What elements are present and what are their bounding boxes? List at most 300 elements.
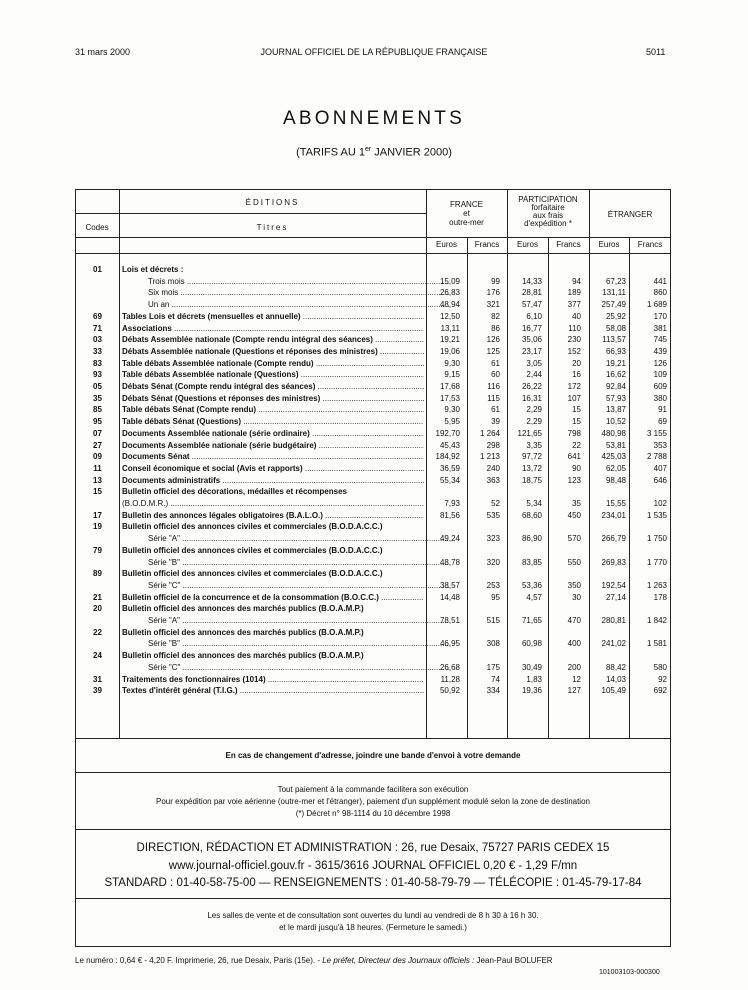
table-row [75, 580, 671, 591]
participation-francs-cell: 107 [567, 393, 581, 403]
table-row [75, 592, 671, 603]
france-francs-cell: 82 [491, 311, 500, 321]
etranger-euros-cell: 25,92 [605, 311, 626, 321]
row-code: 09 [93, 452, 102, 462]
etranger-francs-cell: 692 [653, 686, 667, 696]
participation-francs-cell: 15 [572, 417, 581, 427]
france-francs-cell: 126 [486, 335, 500, 345]
etranger-francs-cell: 92 [658, 674, 667, 684]
etranger-francs-cell: 3 155 [646, 428, 667, 438]
divider [75, 253, 671, 254]
france-francs-cell: 334 [486, 686, 500, 696]
france-euros-cell: 19,06 [439, 346, 460, 356]
change-address-notice: En cas de changement d'adresse, joindre une bande d'envoi à votre demande [225, 751, 521, 760]
editions-header: ÉDITIONS [245, 198, 300, 207]
divider [75, 829, 671, 830]
row-title: Associations ..... [122, 323, 424, 334]
france-euros-cell: 13,11 [440, 323, 460, 333]
france-euros-cell: 38,57 [439, 580, 460, 590]
participation-francs-cell: 200 [567, 662, 581, 672]
france-euros-cell: 12,50 [439, 311, 460, 321]
participation-euros-cell: 121,65 [517, 428, 542, 438]
etranger-euros-cell: 269,83 [601, 557, 626, 567]
row-code: 20 [93, 604, 102, 614]
france-euros-cell: 36,59 [439, 463, 460, 473]
france-francs-cell: 74 [491, 674, 500, 684]
etranger-francs-cell: 439 [653, 346, 667, 356]
france-euros-cell: 11,28 [440, 674, 460, 684]
participation-euros-cell: 16,77 [521, 323, 542, 333]
row-code: 93 [93, 370, 102, 380]
table-row [75, 510, 671, 521]
row-title: Série "A" ..... [122, 615, 450, 626]
france-euros-cell: 48,94 [439, 300, 460, 310]
row-code: 83 [93, 358, 102, 368]
participation-euros-cell: 35,06 [521, 335, 542, 345]
participation-euros-cell: 3,05 [526, 358, 542, 368]
etranger-euros-cell: 15,55 [605, 499, 626, 508]
participation-euros-cell: 97,72 [521, 452, 542, 462]
participation-euros-cell: 23,17 [521, 346, 542, 356]
participation-francs-cell: 450 [567, 510, 581, 520]
participation-francs-cell: 35 [572, 499, 581, 508]
etranger-francs-cell: 2 788 [646, 452, 667, 462]
row-title: Débats Sénat (Questions et réponses des ministres) ..... [122, 393, 424, 404]
etranger-francs-cell: 109 [653, 370, 667, 380]
row-title: Bulletin officiel des annonces civiles et commerciales (B.O.D.A.C.C.) [122, 569, 383, 579]
participation-euros-cell: 14,33 [521, 276, 542, 286]
france-francs-cell: 535 [486, 510, 500, 520]
etranger-francs-cell: 1 689 [646, 300, 667, 310]
row-code: 35 [93, 393, 102, 403]
opening-hours: Les salles de vente et de consultation sont ouvertes du lundi au vendredi de 8 h 30 à 16 h 30. et le mardi jusqu'à 18 heures. (Fermeture le samedi.) [207, 911, 539, 932]
france-francs-cell: 115 [487, 393, 500, 403]
etranger-header: ÉTRANGER [607, 210, 653, 219]
etranger-francs-cell: 91 [658, 405, 667, 415]
row-title: Six mois ..... [122, 287, 450, 298]
participation-francs-cell: 400 [567, 639, 581, 649]
participation-euros-cell: 2,44 [526, 370, 542, 380]
france-euros-cell: 17,53 [439, 393, 460, 403]
row-code: 05 [93, 382, 102, 391]
participation-euros-cell: 53,36 [521, 580, 542, 590]
etranger-euros-cell: 131,11 [602, 288, 626, 298]
france-francs-cell: 61 [491, 405, 500, 415]
france-euros-cell: 9,30 [444, 405, 460, 415]
participation-francs-cell: 377 [567, 300, 581, 310]
table-row [75, 557, 671, 568]
participation-header: PARTICIPATION forfaitaire aux frais d'expédition * [518, 195, 578, 228]
row-code: 95 [93, 417, 102, 427]
france-euros-cell: 46,95 [439, 639, 460, 649]
website-minitel: www.journal-officiel.gouv.fr - 3615/3616 JOURNAL OFFICIEL 0,20 € - 1,29 F/mn [168, 860, 578, 872]
row-code: 85 [93, 405, 102, 415]
etranger-euros-cell: 105,49 [601, 686, 626, 696]
participation-francs-cell: 172 [567, 382, 581, 391]
etranger-euros-cell: 257,49 [601, 300, 626, 310]
etranger-francs-cell: 381 [653, 323, 667, 333]
etranger-francs-cell: 170 [653, 311, 667, 321]
france-francs-cell: 1 213 [479, 452, 500, 462]
row-title: Table débats Assemblée nationale (Compte rendu) ..... [122, 358, 424, 369]
france-euros-cell: 19,21 [439, 335, 460, 345]
table-row [75, 416, 671, 427]
etranger-francs-cell: 580 [653, 662, 667, 672]
etranger-euros-cell: 266,79 [601, 534, 626, 544]
francs-label: Francs [637, 240, 663, 249]
table-row [75, 287, 671, 298]
participation-euros-cell: 2,29 [526, 417, 542, 427]
participation-francs-cell: 189 [567, 288, 581, 298]
table-row [75, 346, 671, 357]
participation-francs-cell: 20 [572, 358, 581, 368]
etranger-francs-cell: 353 [653, 440, 667, 450]
etranger-euros-cell: 88,42 [605, 662, 626, 672]
row-code: 22 [93, 627, 102, 637]
table-row [75, 440, 671, 451]
participation-francs-cell: 15 [572, 405, 581, 415]
row-title: Lois et décrets : [122, 265, 184, 274]
euros-label: Euros [598, 240, 620, 249]
france-francs-cell: 240 [486, 463, 500, 473]
row-code: 71 [93, 323, 102, 333]
etranger-euros-cell: 27,14 [605, 592, 626, 602]
participation-euros-cell: 86,90 [521, 534, 542, 544]
table-row [75, 568, 671, 579]
france-francs-cell: 1 264 [479, 428, 500, 438]
table-row [75, 369, 671, 380]
france-francs-cell: 52 [491, 499, 500, 508]
france-francs-cell: 116 [487, 382, 500, 391]
etranger-francs-cell: 126 [653, 358, 667, 368]
france-euros-cell: 9,15 [444, 370, 460, 380]
france-euros-cell: 26,83 [439, 288, 460, 298]
etranger-euros-cell: 192,54 [601, 580, 626, 590]
table-row [75, 685, 671, 696]
divider [75, 213, 426, 214]
table-row [75, 521, 671, 532]
etranger-euros-cell: 98,48 [605, 475, 626, 485]
table-row [75, 463, 671, 474]
participation-euros-cell: 16,31 [521, 393, 542, 403]
etranger-euros-cell: 16,62 [605, 370, 626, 380]
france-francs-cell: 95 [491, 592, 500, 602]
table-row [75, 358, 671, 369]
participation-francs-cell: 90 [572, 463, 581, 473]
row-title: Traitements des fonctionnaires (1014) ..... [122, 674, 424, 685]
table-row [75, 498, 671, 509]
etranger-francs-cell: 69 [658, 417, 667, 427]
footer-reference: 101003103-000300 [599, 969, 660, 976]
table-row [75, 603, 671, 614]
row-title: Série "B" ..... [122, 557, 450, 568]
row-title: Série "A" ..... [122, 533, 450, 544]
etranger-francs-cell: 441 [653, 276, 667, 286]
row-code: 11 [93, 463, 102, 473]
row-title: Série "C" ..... [122, 580, 450, 591]
table-row [75, 404, 671, 415]
table-row [75, 334, 671, 345]
row-title: Trois mois ..... [122, 276, 450, 287]
france-francs-cell: 253 [486, 580, 500, 590]
participation-euros-cell: 26,22 [521, 382, 542, 391]
france-euros-cell: 81,56 [439, 510, 460, 520]
row-code: 27 [93, 440, 102, 450]
row-code: 01 [93, 265, 102, 274]
row-title: Conseil économique et social (Avis et rapports) ..... [122, 463, 424, 474]
france-euros-cell: 7,93 [444, 499, 460, 508]
participation-euros-cell: 71,65 [521, 616, 542, 625]
participation-francs-cell: 230 [567, 335, 581, 345]
row-title: Un an ..... [122, 299, 450, 310]
etranger-francs-cell: 1 770 [646, 557, 667, 567]
row-title: (B.O.D.M.R.) ..... [122, 498, 424, 509]
participation-francs-cell: 22 [572, 440, 581, 450]
payment-notice: Tout paiement à la commande facilitera son exécution Pour expédition par voie aérienne (outre-mer et l'étranger), paiement d'un supplément modulé selon la zone de destination (*) Décret n° 98-1114 du 10 décembre 1998 [156, 785, 590, 818]
etranger-francs-cell: 860 [653, 288, 667, 298]
row-code: 07 [93, 428, 102, 438]
france-euros-cell: 50,92 [439, 686, 460, 696]
row-title: Bulletin officiel des annonces des marchés publics (B.O.A.M.P.) [122, 651, 364, 661]
row-title: Bulletin officiel des annonces des marchés publics (B.O.A.M.P.) [122, 627, 364, 637]
row-title: Table débats Sénat (Questions) ..... [122, 416, 424, 427]
issue-date: 31 mars 2000 [75, 47, 131, 57]
participation-francs-cell: 570 [567, 534, 581, 544]
table-row [75, 276, 671, 287]
page-number: 5011 [646, 47, 666, 57]
france-euros-cell: 49,24 [439, 534, 460, 544]
participation-francs-cell: 123 [567, 475, 581, 485]
france-euros-cell: 5,95 [444, 417, 460, 427]
etranger-euros-cell: 19,21 [605, 358, 626, 368]
france-euros-cell: 9,30 [444, 358, 460, 368]
table-row [75, 674, 671, 685]
etranger-euros-cell: 62,05 [605, 463, 626, 473]
france-francs-cell: 323 [486, 534, 500, 544]
etranger-euros-cell: 92,84 [605, 382, 626, 391]
etranger-euros-cell: 57,93 [605, 393, 626, 403]
participation-euros-cell: 18,75 [521, 475, 542, 485]
participation-francs-cell: 798 [567, 428, 581, 438]
row-code: 39 [93, 686, 102, 696]
table-row [75, 264, 671, 275]
participation-euros-cell: 68,60 [521, 510, 542, 520]
participation-euros-cell: 13,72 [521, 463, 542, 473]
etranger-francs-cell: 609 [653, 382, 667, 391]
participation-euros-cell: 6,10 [526, 311, 542, 321]
participation-francs-cell: 30 [572, 592, 581, 602]
table-row [75, 650, 671, 661]
participation-francs-cell: 350 [567, 580, 581, 590]
participation-euros-cell: 28,81 [521, 288, 542, 298]
journal-title: JOURNAL OFFICIEL DE LA RÉPUBLIQUE FRANÇAISE [260, 47, 488, 57]
divider [75, 738, 671, 739]
table-row [75, 638, 671, 649]
table-row [75, 627, 671, 638]
etranger-francs-cell: 407 [653, 463, 667, 473]
row-title: Bulletin officiel des décorations, médailles et récompenses [122, 487, 347, 497]
phone-numbers: STANDARD : 01-40-58-75-00 — RENSEIGNEMENTS : 01-40-58-79-79 — TÉLÉCOPIE : 01-45-79-17-84 [104, 877, 642, 889]
etranger-francs-cell: 646 [653, 475, 667, 485]
participation-euros-cell: 57,47 [521, 300, 542, 310]
table-row [75, 381, 671, 392]
france-francs-cell: 363 [486, 475, 500, 485]
etranger-euros-cell: 53,81 [605, 440, 626, 450]
participation-francs-cell: 152 [567, 346, 581, 356]
row-code: 15 [93, 487, 102, 497]
row-title: Table débats Assemblée nationale (Questions) ..... [122, 369, 424, 380]
france-euros-cell: 26,68 [439, 662, 460, 672]
participation-francs-cell: 550 [567, 557, 581, 567]
etranger-francs-cell: 1 535 [646, 510, 667, 520]
row-title: Documents Assemblée nationale (série budgétaire) ..... [122, 440, 424, 451]
footer-price-line: Le numéro : 0,64 € - 4,20 F. Imprimerie, 26, rue Desaix, Paris (15e). - Le préfet, Directeur des Journaux officiels : Jean-Paul BOLUFER [75, 956, 553, 965]
page-subtitle: (TARIFS AU 1er JANVIER 2000) [296, 146, 452, 159]
etranger-euros-cell: 480,98 [601, 428, 626, 438]
france-euros-cell: 78,51 [439, 616, 460, 625]
row-code: 33 [93, 346, 102, 356]
participation-francs-cell: 470 [567, 616, 581, 625]
row-code: 89 [93, 569, 102, 579]
france-euros-cell: 48,78 [439, 557, 460, 567]
etranger-francs-cell: 1 842 [646, 616, 667, 625]
etranger-francs-cell: 102 [653, 499, 667, 508]
row-title: Débats Assemblée nationale (Compte rendu intégral des séances) ..... [122, 334, 424, 345]
row-code: 79 [93, 545, 102, 555]
france-francs-cell: 176 [486, 288, 500, 298]
page-title: ABONNEMENTS [283, 108, 465, 129]
participation-francs-cell: 12 [572, 674, 581, 684]
euros-label: Euros [436, 240, 457, 249]
table-row [75, 451, 671, 462]
row-code: 24 [93, 651, 102, 661]
participation-euros-cell: 60,98 [521, 639, 542, 649]
row-title: Documents Assemblée nationale (série ordinaire) ..... [122, 428, 424, 439]
table-row [75, 393, 671, 404]
participation-francs-cell: 94 [572, 276, 581, 286]
etranger-euros-cell: 10,52 [605, 417, 626, 427]
titres-header: Titres [256, 223, 289, 232]
table-row [75, 662, 671, 673]
table-row [75, 311, 671, 322]
etranger-euros-cell: 14,03 [605, 674, 626, 684]
france-euros-cell: 15,09 [439, 276, 460, 286]
france-euros-cell: 17,68 [439, 382, 460, 391]
row-title: Table débats Sénat (Compte rendu) ..... [122, 404, 424, 415]
etranger-francs-cell: 178 [653, 592, 667, 602]
france-francs-cell: 99 [491, 276, 500, 286]
france-francs-cell: 86 [491, 323, 500, 333]
france-francs-cell: 298 [486, 440, 500, 450]
france-francs-cell: 39 [491, 417, 500, 427]
etranger-euros-cell: 241,02 [601, 639, 626, 649]
participation-francs-cell: 127 [567, 686, 581, 696]
row-code: 19 [93, 522, 102, 532]
row-title: Débats Sénat (Compte rendu intégral des séances) ..... [122, 381, 424, 392]
etranger-francs-cell: 1 263 [646, 580, 667, 590]
france-francs-cell: 60 [491, 370, 500, 380]
table-row [75, 323, 671, 334]
table-row [75, 545, 671, 556]
france-euros-cell: 45,43 [439, 440, 460, 450]
etranger-francs-cell: 380 [653, 393, 667, 403]
france-euros-cell: 192,70 [435, 428, 460, 438]
france-francs-cell: 515 [486, 616, 500, 625]
etranger-euros-cell: 67,23 [605, 276, 626, 286]
row-title: Série "B" ..... [122, 638, 450, 649]
etranger-euros-cell: 66,93 [605, 346, 626, 356]
row-code: 03 [93, 335, 102, 345]
participation-euros-cell: 30,49 [521, 662, 542, 672]
table-row [75, 428, 671, 439]
row-title: Documents administratifs ..... [122, 475, 424, 486]
direction-address: DIRECTION, RÉDACTION ET ADMINISTRATION : 26, rue Desaix, 75727 PARIS CEDEX 15 [136, 842, 610, 854]
etranger-euros-cell: 58,08 [605, 323, 626, 333]
row-title: Bulletin officiel des annonces civiles et commerciales (B.O.D.A.C.C.) [122, 522, 383, 532]
row-title: Documents Sénat ..... [122, 451, 424, 462]
row-title: Bulletin des annonces légales obligatoires (B.A.L.O.) ..... [122, 510, 424, 521]
francs-label: Francs [474, 240, 500, 249]
participation-euros-cell: 4,57 [526, 592, 542, 602]
row-title: Bulletin officiel de la concurrence et de la consommation (B.O.C.C.) ..... [122, 592, 424, 603]
etranger-francs-cell: 745 [653, 335, 667, 345]
participation-euros-cell: 1,83 [526, 674, 542, 684]
participation-euros-cell: 2,29 [526, 405, 542, 415]
france-header: FRANCE et outre-mer [449, 200, 484, 227]
codes-header: Codes [85, 223, 109, 232]
etranger-euros-cell: 13,87 [605, 405, 626, 415]
divider [75, 898, 671, 899]
france-euros-cell: 14,48 [439, 592, 460, 602]
etranger-francs-cell: 1 581 [646, 639, 667, 649]
france-euros-cell: 55,34 [439, 475, 460, 485]
table-row [75, 615, 671, 626]
france-francs-cell: 125 [486, 346, 500, 356]
row-code: 17 [93, 510, 102, 520]
france-francs-cell: 175 [486, 662, 500, 672]
table-row [75, 486, 671, 497]
row-title: Bulletin officiel des annonces des marchés publics (B.O.A.M.P.) [122, 604, 364, 614]
france-francs-cell: 320 [486, 557, 500, 567]
etranger-euros-cell: 280,81 [601, 616, 626, 625]
table-row [75, 475, 671, 486]
participation-francs-cell: 641 [567, 452, 581, 462]
participation-euros-cell: 19,36 [521, 686, 542, 696]
row-code: 31 [93, 674, 102, 684]
france-francs-cell: 61 [491, 358, 500, 368]
participation-francs-cell: 110 [568, 323, 581, 333]
participation-euros-cell: 5,34 [526, 499, 542, 508]
francs-label: Francs [556, 240, 581, 249]
divider [75, 237, 671, 238]
row-title: Textes d'intérêt général (T.I.G.) ..... [122, 685, 424, 696]
table-row [75, 533, 671, 544]
row-code: 13 [93, 475, 102, 485]
row-code: 21 [93, 592, 102, 602]
participation-euros-cell: 83,85 [521, 557, 542, 567]
participation-euros-cell: 3,35 [526, 440, 542, 450]
row-title: Tables Lois et décrets (mensuelles et annuelle) ..... [122, 311, 424, 322]
etranger-euros-cell: 425,03 [601, 452, 626, 462]
etranger-francs-cell: 1 750 [646, 534, 667, 544]
france-francs-cell: 321 [486, 300, 500, 310]
participation-francs-cell: 16 [572, 370, 581, 380]
france-francs-cell: 308 [486, 639, 500, 649]
euros-label: Euros [517, 240, 538, 249]
etranger-euros-cell: 113,57 [602, 335, 626, 345]
row-code: 69 [93, 311, 102, 321]
row-title: Série "C" ..... [122, 662, 450, 673]
